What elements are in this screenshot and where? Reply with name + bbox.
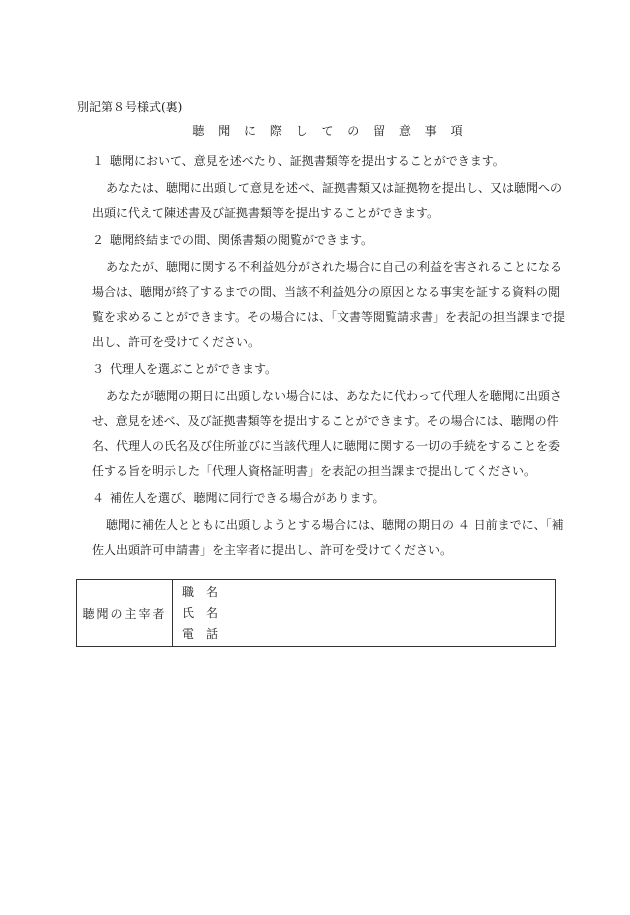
document-title: 聴 聞 に 際 し て の 留 意 事 項 [192,124,468,138]
field-title: 職名 [182,585,231,599]
paragraph-line: 名、代理人の氏名及び住所並びに当該代理人に聴聞に関する一切の手続をすることを委 [92,439,561,453]
section-number: ４ [92,491,105,505]
section-heading-text: 聴聞において、意見を述べたり、証拠書類等を提出することができます。 [110,154,505,168]
section-heading [92,232,373,248]
paragraph-line: 覧を求めることができます。その場合には、「文書等閲覧請求書」を表記の担当課まで提 [92,310,566,324]
presider-label: 聴聞の主宰者 [77,580,173,646]
section-heading [92,153,505,169]
paragraph-line: あなたが聴聞の期日に出頭しない場合には、あなたに代わって代理人を聴聞に出頭さ [106,389,562,403]
paragraph-line: あなたが、聴聞に関する不利益処分がされた場合に自己の利益を害されることになる [106,260,563,274]
field-phone: 電話 [182,627,231,641]
paragraph-line: 聴聞に補佐人とともに出頭しようとする場合には、聴聞の期日の ４ 日前までに、「補 [106,518,564,532]
section-number: ２ [92,233,105,247]
paragraph-line: 出し、許可を受けてください。 [92,335,261,349]
section-heading [92,361,277,377]
presider-table [76,579,556,647]
section-number: １ [92,154,105,168]
paragraph-line: 任する旨を明示した「代理人資格証明書」を表記の担当課まで提出してください。 [92,464,537,478]
paragraph-line: 出頭に代えて陳述書及び証拠書類等を提出することができます。 [92,206,440,220]
paragraph-line: 佐人出頭許可申請書」を主宰者に提出し、許可を受けてください。 [92,543,453,557]
section-heading-text: 代理人を選ぶことができます。 [110,362,278,376]
paragraph-line: あなたは、聴聞に出頭して意見を述べ、証拠書類又は証拠物を提出し、又は聴聞への [106,181,563,195]
form-label: 別記第８号様式(裏) [77,100,183,114]
field-name: 氏名 [182,606,231,620]
section-number: ３ [92,362,105,376]
section-heading-text: 聴聞終結までの間、関係書類の閲覧ができます。 [110,233,374,247]
section-heading-text: 補佐人を選び、聴聞に同行できる場合があります。 [110,491,385,505]
paragraph-line: 場合は、聴聞が終了するまでの間、当該不利益処分の原因となる事実を証する資料の閲 [92,285,561,299]
section-heading [92,490,385,506]
paragraph-line: せ、意見を述べ、及び証拠書類等を提出することができます。その場合には、聴聞の件 [92,414,559,428]
